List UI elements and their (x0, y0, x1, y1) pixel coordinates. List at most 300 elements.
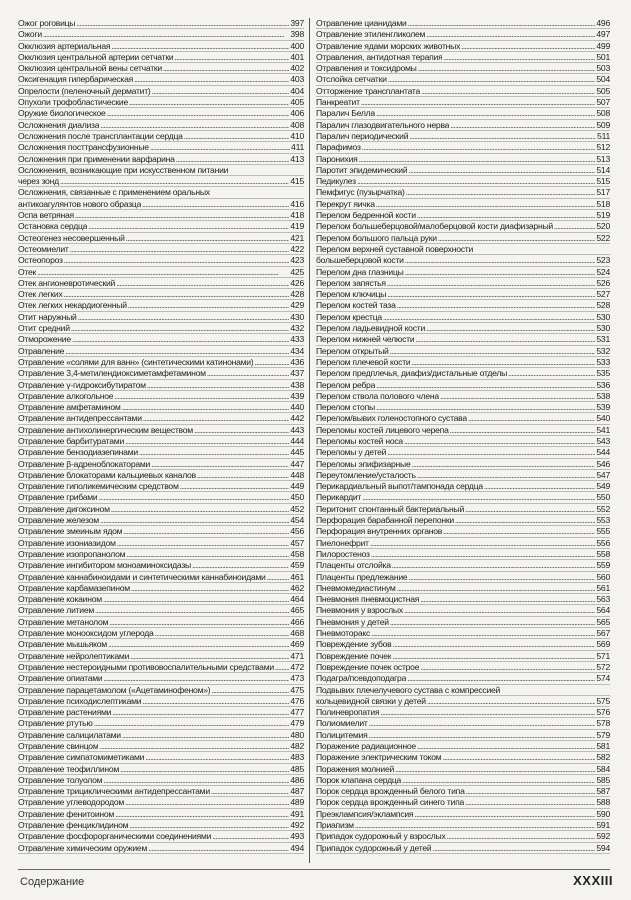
toc-entry[interactable] (18, 18, 304, 29)
toc-entry-title: Отравления, антидотная терапия (316, 51, 443, 62)
toc-entry-page: 397 (290, 18, 304, 28)
toc-entry-page: 469 (290, 639, 304, 650)
toc-entry-title: Отравление психодислептиками (18, 695, 142, 706)
toc-entry[interactable] (18, 470, 304, 481)
toc-entry-page: 579 (596, 729, 610, 740)
toc-entry[interactable] (18, 154, 304, 165)
toc-entry[interactable] (316, 730, 610, 741)
dot-leader (370, 538, 596, 549)
dot-leader (71, 323, 290, 334)
toc-entry-page: 450 (290, 492, 304, 503)
toc-entry[interactable] (316, 617, 610, 628)
toc-entry[interactable] (18, 797, 304, 808)
toc-entry[interactable] (18, 752, 304, 763)
toc-entry[interactable] (18, 605, 304, 616)
dot-leader (405, 267, 596, 278)
dot-leader (207, 368, 290, 379)
toc-entry[interactable] (18, 267, 304, 278)
toc-entry-page: 416 (290, 198, 304, 209)
toc-entry-title: Паралич глазодвигательного нерва (316, 119, 450, 130)
dot-leader (65, 346, 289, 357)
dot-leader (405, 255, 596, 266)
toc-entry[interactable] (316, 267, 610, 278)
toc-entry[interactable] (18, 244, 304, 255)
dot-leader (442, 752, 595, 763)
toc-entry[interactable] (316, 52, 610, 63)
toc-entry-page: 569 (596, 639, 610, 650)
toc-entry-title: Полиневропатия (316, 707, 380, 718)
toc-entry[interactable] (316, 323, 610, 334)
toc-entry[interactable] (18, 425, 304, 436)
toc-entry[interactable] (316, 165, 610, 176)
dot-leader (116, 278, 289, 289)
toc-entry[interactable] (316, 97, 610, 108)
toc-entry[interactable] (316, 639, 610, 650)
toc-entry[interactable] (316, 300, 610, 311)
toc-entry-title: Отравление монооксидом углерода (18, 628, 154, 639)
toc-entry[interactable] (18, 673, 304, 684)
toc-entry[interactable] (18, 131, 304, 142)
toc-entry-title: Перелом большеберцовой/малоберцовой кости диафизарный (316, 221, 553, 232)
dot-leader (426, 29, 595, 40)
toc-entry-title: Перелом ладьевидной кости (316, 323, 425, 334)
toc-entry[interactable] (18, 233, 304, 244)
toc-entry[interactable] (18, 74, 304, 85)
dot-leader (148, 843, 289, 854)
toc-entry[interactable] (316, 380, 610, 391)
toc-entry[interactable] (316, 142, 610, 153)
toc-entry[interactable] (316, 86, 610, 97)
toc-entry[interactable] (316, 255, 610, 266)
toc-entry[interactable] (18, 628, 304, 639)
dot-leader (192, 560, 289, 571)
dot-leader (130, 651, 289, 662)
toc-entry[interactable] (18, 165, 304, 176)
toc-entry-page: 547 (596, 469, 610, 480)
footer-rule (18, 869, 610, 870)
toc-entry[interactable] (18, 492, 304, 503)
dot-leader (380, 707, 595, 718)
toc-entry-page: 530 (596, 323, 610, 334)
toc-entry-title: Отравление блокаторами кальциевых каналов (18, 469, 196, 480)
dot-leader (387, 289, 595, 300)
toc-entry[interactable] (316, 775, 610, 786)
toc-entry[interactable] (316, 526, 610, 537)
toc-entry[interactable] (18, 741, 304, 752)
toc-entry[interactable] (316, 786, 610, 797)
toc-entry-page: 405 (290, 97, 304, 108)
toc-entry[interactable] (316, 368, 610, 379)
dot-leader (95, 605, 289, 616)
toc-entry-page: 505 (596, 85, 610, 96)
toc-entry-title: Преэклампсия/эклампсия (316, 808, 414, 819)
dot-leader (432, 843, 595, 854)
dot-leader (184, 131, 290, 142)
toc-entry-title: кольцевидной связки у детей (316, 695, 426, 706)
toc-entry-page: 429 (290, 300, 304, 311)
dot-leader (412, 459, 596, 470)
toc-entry[interactable] (18, 685, 304, 696)
toc-entry-title: Переломы эпифизарные (316, 458, 411, 469)
toc-entry[interactable] (316, 74, 610, 85)
toc-entry[interactable] (316, 809, 610, 820)
toc-entry-page: 582 (596, 752, 610, 763)
toc-entry-title: Переломы костей лицевого черепа (316, 424, 449, 435)
toc-entry-title: Отравление нестероидными противовоспалительными средствами (18, 661, 274, 672)
toc-right-column (316, 18, 610, 854)
toc-entry[interactable] (316, 492, 610, 503)
toc-entry[interactable] (18, 97, 304, 108)
toc-entry-page: 413 (290, 153, 304, 164)
toc-entry[interactable] (18, 583, 304, 594)
toc-entry-page: 466 (290, 616, 304, 627)
toc-entry-title: Парафимоз (316, 142, 361, 153)
dot-leader (197, 470, 290, 481)
toc-entry[interactable] (18, 730, 304, 741)
toc-entry-title: Панкреатит (316, 97, 360, 108)
toc-entry[interactable] (18, 594, 304, 605)
toc-entry[interactable] (18, 572, 304, 583)
toc-entry[interactable] (316, 843, 610, 854)
toc-entry[interactable] (316, 797, 610, 808)
dot-leader (72, 334, 290, 345)
dot-leader (468, 413, 595, 424)
toc-entry[interactable] (18, 764, 304, 775)
toc-entry[interactable] (316, 572, 610, 583)
toc-entry[interactable] (316, 120, 610, 131)
toc-entry-title: Паралич Белла (316, 108, 375, 119)
toc-entry[interactable] (18, 775, 304, 786)
toc-entry[interactable] (316, 357, 610, 368)
toc-entry-page: 449 (290, 481, 304, 492)
dot-leader (376, 380, 595, 391)
toc-entry[interactable] (316, 741, 610, 752)
dot-leader (362, 142, 596, 153)
toc-entry[interactable] (316, 481, 610, 492)
toc-entry[interactable] (316, 549, 610, 560)
toc-entry[interactable] (316, 233, 610, 244)
toc-entry-page: 430 (290, 311, 304, 322)
dot-leader (111, 504, 290, 515)
toc-entry-title: Оксигенация гипербарическая (18, 74, 134, 85)
toc-entry[interactable] (316, 41, 610, 52)
toc-entry[interactable] (18, 820, 304, 831)
toc-entry[interactable] (18, 504, 304, 515)
toc-entry[interactable] (316, 752, 610, 763)
toc-entry[interactable] (18, 786, 304, 797)
dot-leader (392, 651, 595, 662)
toc-entry-title: Оружие биологическое (18, 108, 106, 119)
toc-entry[interactable] (18, 357, 304, 368)
dot-leader (107, 108, 290, 119)
toc-entry-page: 448 (290, 469, 304, 480)
toc-entry[interactable] (18, 120, 304, 131)
toc-entry[interactable] (18, 86, 304, 97)
toc-entry[interactable] (18, 199, 304, 210)
toc-entry-title: Пневмония у детей (316, 616, 389, 627)
toc-entry[interactable] (18, 278, 304, 289)
toc-entry-page: 471 (290, 650, 304, 661)
dot-leader (109, 617, 289, 628)
toc-entry[interactable] (316, 199, 610, 210)
toc-entry[interactable] (316, 470, 610, 481)
dot-leader (406, 187, 596, 198)
toc-entry[interactable] (18, 52, 304, 63)
toc-entry-page: 476 (290, 695, 304, 706)
toc-entry-page: 555 (596, 526, 610, 537)
toc-entry[interactable] (18, 142, 304, 153)
toc-entry[interactable] (316, 560, 610, 571)
footer-page-number: XXXIII (573, 873, 613, 888)
toc-entry-page: 508 (596, 108, 610, 119)
dot-leader (371, 549, 596, 560)
toc-entry-title: Припадок судорожный у детей (316, 842, 432, 853)
toc-entry[interactable] (18, 368, 304, 379)
toc-entry[interactable] (316, 289, 610, 300)
toc-entry-page: 492 (290, 820, 304, 831)
toc-entry[interactable] (316, 312, 610, 323)
toc-entry-page: 536 (596, 379, 610, 390)
toc-entry[interactable] (316, 244, 610, 255)
toc-entry-title: Отморожение (18, 334, 71, 345)
dot-leader (417, 470, 596, 481)
toc-entry[interactable] (316, 605, 610, 616)
toc-entry[interactable] (18, 617, 304, 628)
toc-entry[interactable] (316, 210, 610, 221)
toc-entry-page: 523 (596, 255, 610, 266)
toc-entry-page: 428 (290, 289, 304, 300)
toc-entry[interactable] (316, 176, 610, 187)
toc-entry[interactable] (18, 63, 304, 74)
toc-entry[interactable] (18, 538, 304, 549)
toc-entry-title: Отслойка сетчатки (316, 74, 387, 85)
toc-entry-title: Полицитемия (316, 729, 368, 740)
toc-entry[interactable] (18, 221, 304, 232)
dot-leader (99, 741, 289, 752)
dot-leader (357, 176, 596, 187)
dot-leader (390, 346, 596, 357)
toc-entry[interactable] (316, 707, 610, 718)
toc-entry[interactable] (316, 504, 610, 515)
toc-entry-title: Перитонит спонтанный бактериальный (316, 503, 465, 514)
dot-leader (450, 120, 595, 131)
dot-leader (418, 63, 596, 74)
toc-entry[interactable] (316, 696, 610, 707)
toc-entry[interactable] (18, 718, 304, 729)
toc-entry[interactable] (18, 560, 304, 571)
toc-entry[interactable] (316, 187, 610, 198)
toc-entry[interactable] (316, 29, 610, 40)
toc-entry[interactable] (18, 481, 304, 492)
toc-entry-page: 509 (596, 119, 610, 130)
toc-entry[interactable] (18, 402, 304, 413)
toc-entry-title: Отравления и токсидромы (316, 63, 417, 74)
dot-leader (142, 696, 289, 707)
toc-entry-title: Переломы костей носа (316, 435, 403, 446)
toc-entry-title: Пемфигус (пузырчатка) (316, 187, 405, 198)
toc-entry-title: Переутомление/усталость (316, 469, 416, 480)
toc-entry[interactable] (18, 210, 304, 221)
toc-entry[interactable] (316, 278, 610, 289)
toc-entry-page: 432 (290, 323, 304, 334)
toc-entry[interactable] (316, 402, 610, 413)
toc-entry-page: 438 (290, 379, 304, 390)
toc-entry-page: 480 (290, 729, 304, 740)
dot-leader (455, 515, 595, 526)
dot-leader (100, 515, 289, 526)
toc-entry[interactable] (18, 549, 304, 560)
toc-entry-title: Отравление салицилатами (18, 729, 121, 740)
dot-leader (88, 221, 289, 232)
toc-entry-title: Отравление парацетамолом («Ацетаминофеном») (18, 684, 211, 695)
toc-entry[interactable] (18, 651, 304, 662)
toc-entry[interactable] (18, 515, 304, 526)
toc-entry[interactable] (18, 187, 304, 198)
toc-entry-page: 436 (290, 356, 304, 367)
dot-leader (123, 526, 289, 537)
toc-entry-title: Отравление грибами (18, 492, 98, 503)
toc-entry-page: 410 (290, 130, 304, 141)
toc-entry-page: 475 (290, 684, 304, 695)
toc-entry-title: Приапизм (316, 820, 354, 831)
toc-entry[interactable] (316, 820, 610, 831)
toc-entry[interactable] (316, 108, 610, 119)
toc-entry[interactable] (18, 696, 304, 707)
toc-entry[interactable] (316, 764, 610, 775)
toc-entry[interactable] (18, 707, 304, 718)
toc-entry-page: 434 (290, 345, 304, 356)
toc-entry[interactable] (18, 334, 304, 345)
toc-entry[interactable] (316, 673, 610, 684)
toc-entry[interactable] (316, 221, 610, 232)
toc-entry[interactable] (316, 594, 610, 605)
toc-entry-page: 550 (596, 492, 610, 503)
toc-entry[interactable] (316, 628, 610, 639)
toc-entry[interactable] (18, 41, 304, 52)
toc-entry[interactable] (18, 436, 304, 447)
toc-entry[interactable] (316, 63, 610, 74)
toc-entry[interactable] (316, 459, 610, 470)
toc-entry[interactable] (316, 131, 610, 142)
dot-leader (376, 199, 596, 210)
toc-entry[interactable] (18, 176, 304, 187)
dot-leader (163, 63, 289, 74)
toc-entry[interactable] (18, 831, 304, 842)
dot-leader (395, 764, 595, 775)
toc-entry[interactable] (18, 809, 304, 820)
toc-entry[interactable] (316, 538, 610, 549)
toc-entry[interactable] (316, 583, 610, 594)
toc-entry-title: Повреждение зубов (316, 639, 392, 650)
toc-entry[interactable] (18, 108, 304, 119)
toc-entry-page: 564 (596, 605, 610, 616)
toc-entry[interactable] (316, 662, 610, 673)
toc-entry-page: 558 (596, 548, 610, 559)
toc-entry[interactable] (18, 312, 304, 323)
toc-entry-title: Отравление теофиллином (18, 763, 120, 774)
dot-leader (60, 176, 290, 187)
toc-entry-title: Перелом ключицы (316, 289, 387, 300)
toc-entry-page: 592 (596, 831, 610, 842)
toc-entry[interactable] (316, 651, 610, 662)
toc-entry-title: Перфорация барабанной перепонки (316, 515, 454, 526)
toc-entry-title: Пиелонефрит (316, 537, 369, 548)
toc-entry[interactable] (316, 718, 610, 729)
toc-entry[interactable] (18, 346, 304, 357)
dot-leader (125, 797, 289, 808)
toc-entry-page: 404 (290, 85, 304, 96)
toc-entry[interactable] (18, 459, 304, 470)
toc-entry[interactable] (316, 685, 610, 696)
toc-entry-title: Перелом стопы (316, 402, 375, 413)
toc-entry-page: 479 (290, 718, 304, 729)
dot-leader (404, 605, 596, 616)
toc-entry[interactable] (18, 29, 304, 40)
toc-entry[interactable] (316, 391, 610, 402)
toc-entry-page: 444 (290, 435, 304, 446)
toc-entry[interactable] (18, 300, 304, 311)
toc-entry[interactable] (316, 154, 610, 165)
dot-leader (390, 617, 596, 628)
toc-entry[interactable] (18, 391, 304, 402)
toc-entry[interactable] (18, 447, 304, 458)
toc-entry-page: 507 (596, 97, 610, 108)
toc-entry[interactable] (316, 515, 610, 526)
toc-entry[interactable] (18, 255, 304, 266)
toc-entry[interactable] (316, 334, 610, 345)
toc-entry[interactable] (316, 447, 610, 458)
toc-entry-title: Перикардит (316, 492, 362, 503)
toc-entry[interactable] (316, 346, 610, 357)
toc-entry-title: Перелом предплечья, диафиз/дистальные отделы (316, 368, 508, 379)
toc-entry-title: Отравление ртутью (18, 718, 93, 729)
dot-leader (408, 18, 596, 29)
toc-entry-page: 408 (290, 119, 304, 130)
toc-entry[interactable] (316, 18, 610, 29)
toc-entry-page: 541 (596, 424, 610, 435)
toc-entry[interactable] (316, 831, 610, 842)
toc-entry[interactable] (18, 526, 304, 537)
toc-entry[interactable] (18, 843, 304, 854)
toc-left-column (18, 18, 304, 854)
toc-entry[interactable] (18, 662, 304, 673)
dot-leader (120, 764, 289, 775)
toc-entry-title: Опрелости (пеленочный дерматит) (18, 85, 151, 96)
toc-entry-title: Осложнения при применении варфарина (18, 153, 175, 164)
toc-entry[interactable] (18, 413, 304, 424)
toc-entry[interactable] (316, 425, 610, 436)
toc-entry[interactable] (18, 639, 304, 650)
toc-entry-title: Отторжение трансплантата (316, 85, 421, 96)
toc-entry-page: 560 (596, 571, 610, 582)
toc-entry[interactable] (18, 289, 304, 300)
toc-entry-title: Окклюзия центральной вены сетчатки (18, 63, 162, 74)
toc-entry-title: Паротит эпидемический (316, 164, 408, 175)
toc-entry-title: Отравление железом (18, 515, 99, 526)
toc-entry[interactable] (18, 323, 304, 334)
toc-entry-page: 563 (596, 594, 610, 605)
dot-leader (411, 357, 595, 368)
toc-entry-page: 459 (290, 560, 304, 571)
toc-entry[interactable] (18, 380, 304, 391)
toc-entry-page: 513 (596, 153, 610, 164)
toc-entry-page: 574 (596, 673, 610, 684)
toc-entry-page: 422 (290, 243, 304, 254)
toc-entry[interactable] (316, 413, 610, 424)
toc-entry[interactable] (316, 436, 610, 447)
dot-leader (125, 436, 289, 447)
toc-entry-page: 585 (596, 774, 610, 785)
